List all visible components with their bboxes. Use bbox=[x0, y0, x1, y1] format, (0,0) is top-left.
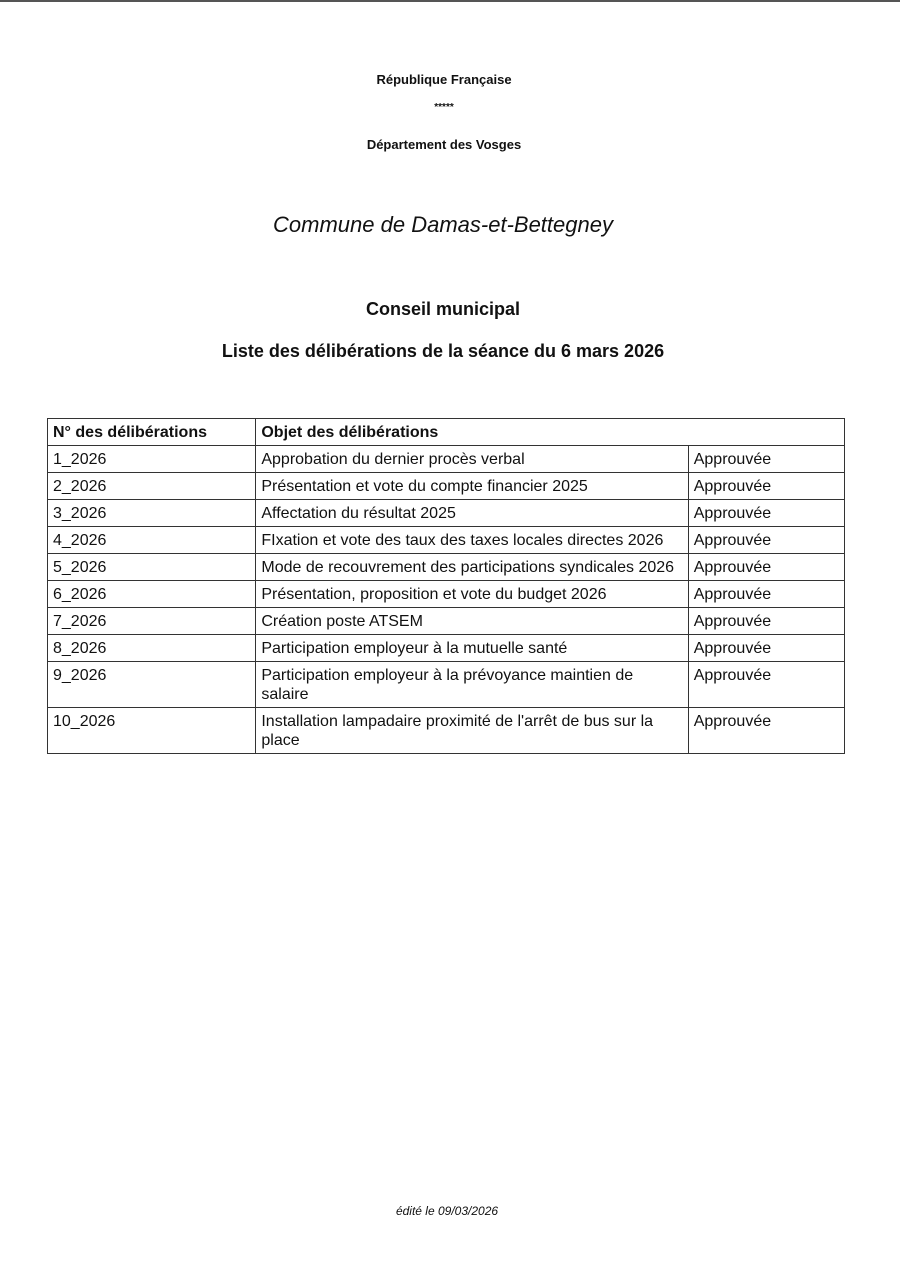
deliberations-table bbox=[47, 418, 845, 754]
deliberation-number: 6_2026 bbox=[48, 581, 256, 608]
deliberation-object: Participation employeur à la mutuelle santé bbox=[256, 635, 688, 662]
deliberation-status: Approuvée bbox=[688, 527, 844, 554]
separator-stars: ***** bbox=[434, 102, 454, 113]
departement-heading: Département des Vosges bbox=[366, 137, 522, 152]
deliberation-status: Approuvée bbox=[688, 473, 844, 500]
table-header-row bbox=[48, 419, 845, 446]
deliberation-object: Participation employeur à la prévoyance maintien de salaire bbox=[256, 662, 688, 708]
header-objet: Objet des délibérations bbox=[256, 419, 845, 446]
deliberation-object: FIxation et vote des taux des taxes locales directes 2026 bbox=[256, 527, 688, 554]
header-num: N° des délibérations bbox=[48, 419, 256, 446]
deliberation-number: 4_2026 bbox=[48, 527, 256, 554]
edition-date: édité le 09/03/2026 bbox=[395, 1204, 499, 1218]
deliberation-object: Approbation du dernier procès verbal bbox=[256, 446, 688, 473]
table-row bbox=[48, 635, 845, 662]
table-row bbox=[48, 581, 845, 608]
deliberation-number: 1_2026 bbox=[48, 446, 256, 473]
deliberation-number: 9_2026 bbox=[48, 662, 256, 708]
table-row bbox=[48, 500, 845, 527]
deliberation-number: 5_2026 bbox=[48, 554, 256, 581]
deliberation-status: Approuvée bbox=[688, 500, 844, 527]
deliberation-object: Présentation et vote du compte financier 2025 bbox=[256, 473, 688, 500]
deliberation-object: Affectation du résultat 2025 bbox=[256, 500, 688, 527]
deliberation-number: 7_2026 bbox=[48, 608, 256, 635]
deliberation-status: Approuvée bbox=[688, 662, 844, 708]
scan-edge-line bbox=[0, 0, 900, 2]
republique-heading: République Française bbox=[376, 72, 512, 87]
deliberation-number: 10_2026 bbox=[48, 708, 256, 754]
deliberation-number: 2_2026 bbox=[48, 473, 256, 500]
deliberation-number: 3_2026 bbox=[48, 500, 256, 527]
deliberation-number: 8_2026 bbox=[48, 635, 256, 662]
deliberation-object: Création poste ATSEM bbox=[256, 608, 688, 635]
table-row bbox=[48, 473, 845, 500]
deliberation-object: Installation lampadaire proximité de l'arrêt de bus sur la place bbox=[256, 708, 688, 754]
deliberation-status: Approuvée bbox=[688, 635, 844, 662]
table-row bbox=[48, 446, 845, 473]
deliberation-status: Approuvée bbox=[688, 554, 844, 581]
table-row bbox=[48, 662, 845, 708]
deliberation-object: Mode de recouvrement des participations syndicales 2026 bbox=[256, 554, 688, 581]
table-row bbox=[48, 554, 845, 581]
deliberation-status: Approuvée bbox=[688, 608, 844, 635]
deliberation-status: Approuvée bbox=[688, 581, 844, 608]
table-row bbox=[48, 608, 845, 635]
deliberation-object: Présentation, proposition et vote du budget 2026 bbox=[256, 581, 688, 608]
table-row bbox=[48, 527, 845, 554]
deliberation-status: Approuvée bbox=[688, 708, 844, 754]
liste-title: Liste des délibérations de la séance du 6 mars 2026 bbox=[221, 341, 665, 361]
conseil-heading: Conseil municipal bbox=[365, 299, 521, 319]
table-row bbox=[48, 708, 845, 754]
commune-title: Commune de Damas-et-Bettegney bbox=[273, 212, 613, 237]
deliberation-status: Approuvée bbox=[688, 446, 844, 473]
